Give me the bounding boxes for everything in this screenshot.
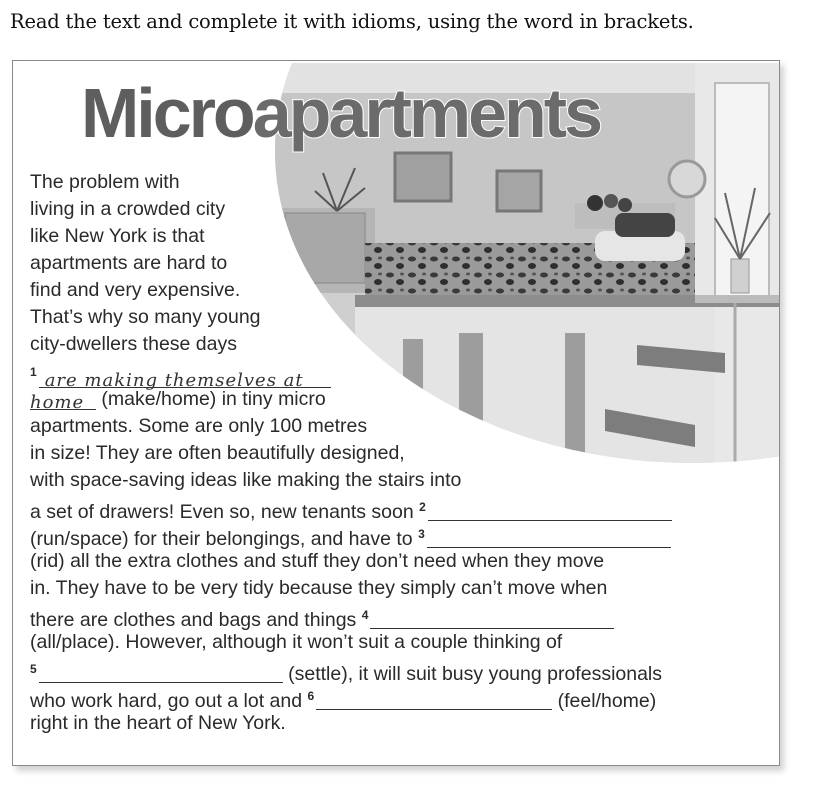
- text-line: in size! They are often beautifully designed,: [30, 442, 405, 464]
- text-segment: there are clothes and bags and things: [30, 609, 357, 631]
- hint-1: (make/home) in tiny micro: [101, 388, 326, 410]
- text-line: find and very expensive.: [30, 279, 241, 301]
- text-line: with space-saving ideas like making the stairs into: [30, 469, 462, 491]
- gap-number-1: 1: [30, 365, 37, 379]
- title-part-micro: Micro: [81, 74, 253, 152]
- text-line: apartments are hard to: [30, 252, 228, 274]
- text-line: [30, 683, 657, 712]
- text-line: (rid) all the extra clothes and stuff they don’t need when they move: [30, 550, 605, 572]
- answer-blank-6[interactable]: [316, 689, 552, 710]
- text-line: [30, 494, 672, 523]
- text-line: like New York is that: [30, 225, 205, 247]
- gap-number-5: 5: [30, 662, 37, 676]
- text-line: [30, 656, 663, 685]
- hint-6: (feel/home): [557, 690, 657, 712]
- article-body: [30, 169, 770, 749]
- text-line: city-dwellers these days: [30, 333, 237, 355]
- text-line: right in the heart of New York.: [30, 712, 286, 734]
- text-line: (all/place). However, although it won’t suit a couple thinking of: [30, 631, 563, 653]
- answer-blank-3[interactable]: [427, 527, 671, 548]
- answer-blank-4[interactable]: [370, 608, 614, 629]
- article-title: [81, 73, 600, 153]
- text-line: [30, 359, 331, 391]
- text-line: in. They have to be very tidy because they simply can’t move when: [30, 577, 608, 599]
- text-segment: (settle), it will suit busy young professionals: [288, 663, 663, 685]
- answer-blank-1[interactable]: [39, 367, 331, 391]
- text-segment: (run/space) for their belongings, and have to: [30, 528, 413, 550]
- answer-blank-1-cont[interactable]: [30, 389, 96, 413]
- answer-1a: are making themselves at: [44, 370, 304, 391]
- text-segment: a set of drawers! Even so, new tenants soon: [30, 501, 414, 523]
- instruction-text: Read the text and complete it with idioms, using the word in brackets.: [10, 10, 694, 33]
- gap-number-3: 3: [418, 527, 425, 541]
- gap-number-6: 6: [307, 689, 315, 703]
- text-line: The problem with: [30, 171, 180, 193]
- text-line: [30, 386, 326, 412]
- text-segment: who work hard, go out a lot and: [30, 690, 303, 712]
- answer-blank-2[interactable]: [428, 500, 672, 521]
- text-line: [30, 602, 614, 631]
- text-line: apartments. Some are only 100 metres: [30, 415, 368, 437]
- text-line: [30, 521, 671, 550]
- gap-number-4: 4: [361, 608, 369, 622]
- answer-1b: home: [30, 392, 85, 413]
- text-line: living in a crowded city: [30, 198, 226, 220]
- text-line: That’s why so many young: [30, 306, 261, 328]
- reading-card: [12, 60, 780, 766]
- title-part-apartments: apartments: [252, 74, 601, 152]
- answer-blank-5[interactable]: [39, 662, 283, 683]
- gap-number-2: 2: [419, 500, 426, 514]
